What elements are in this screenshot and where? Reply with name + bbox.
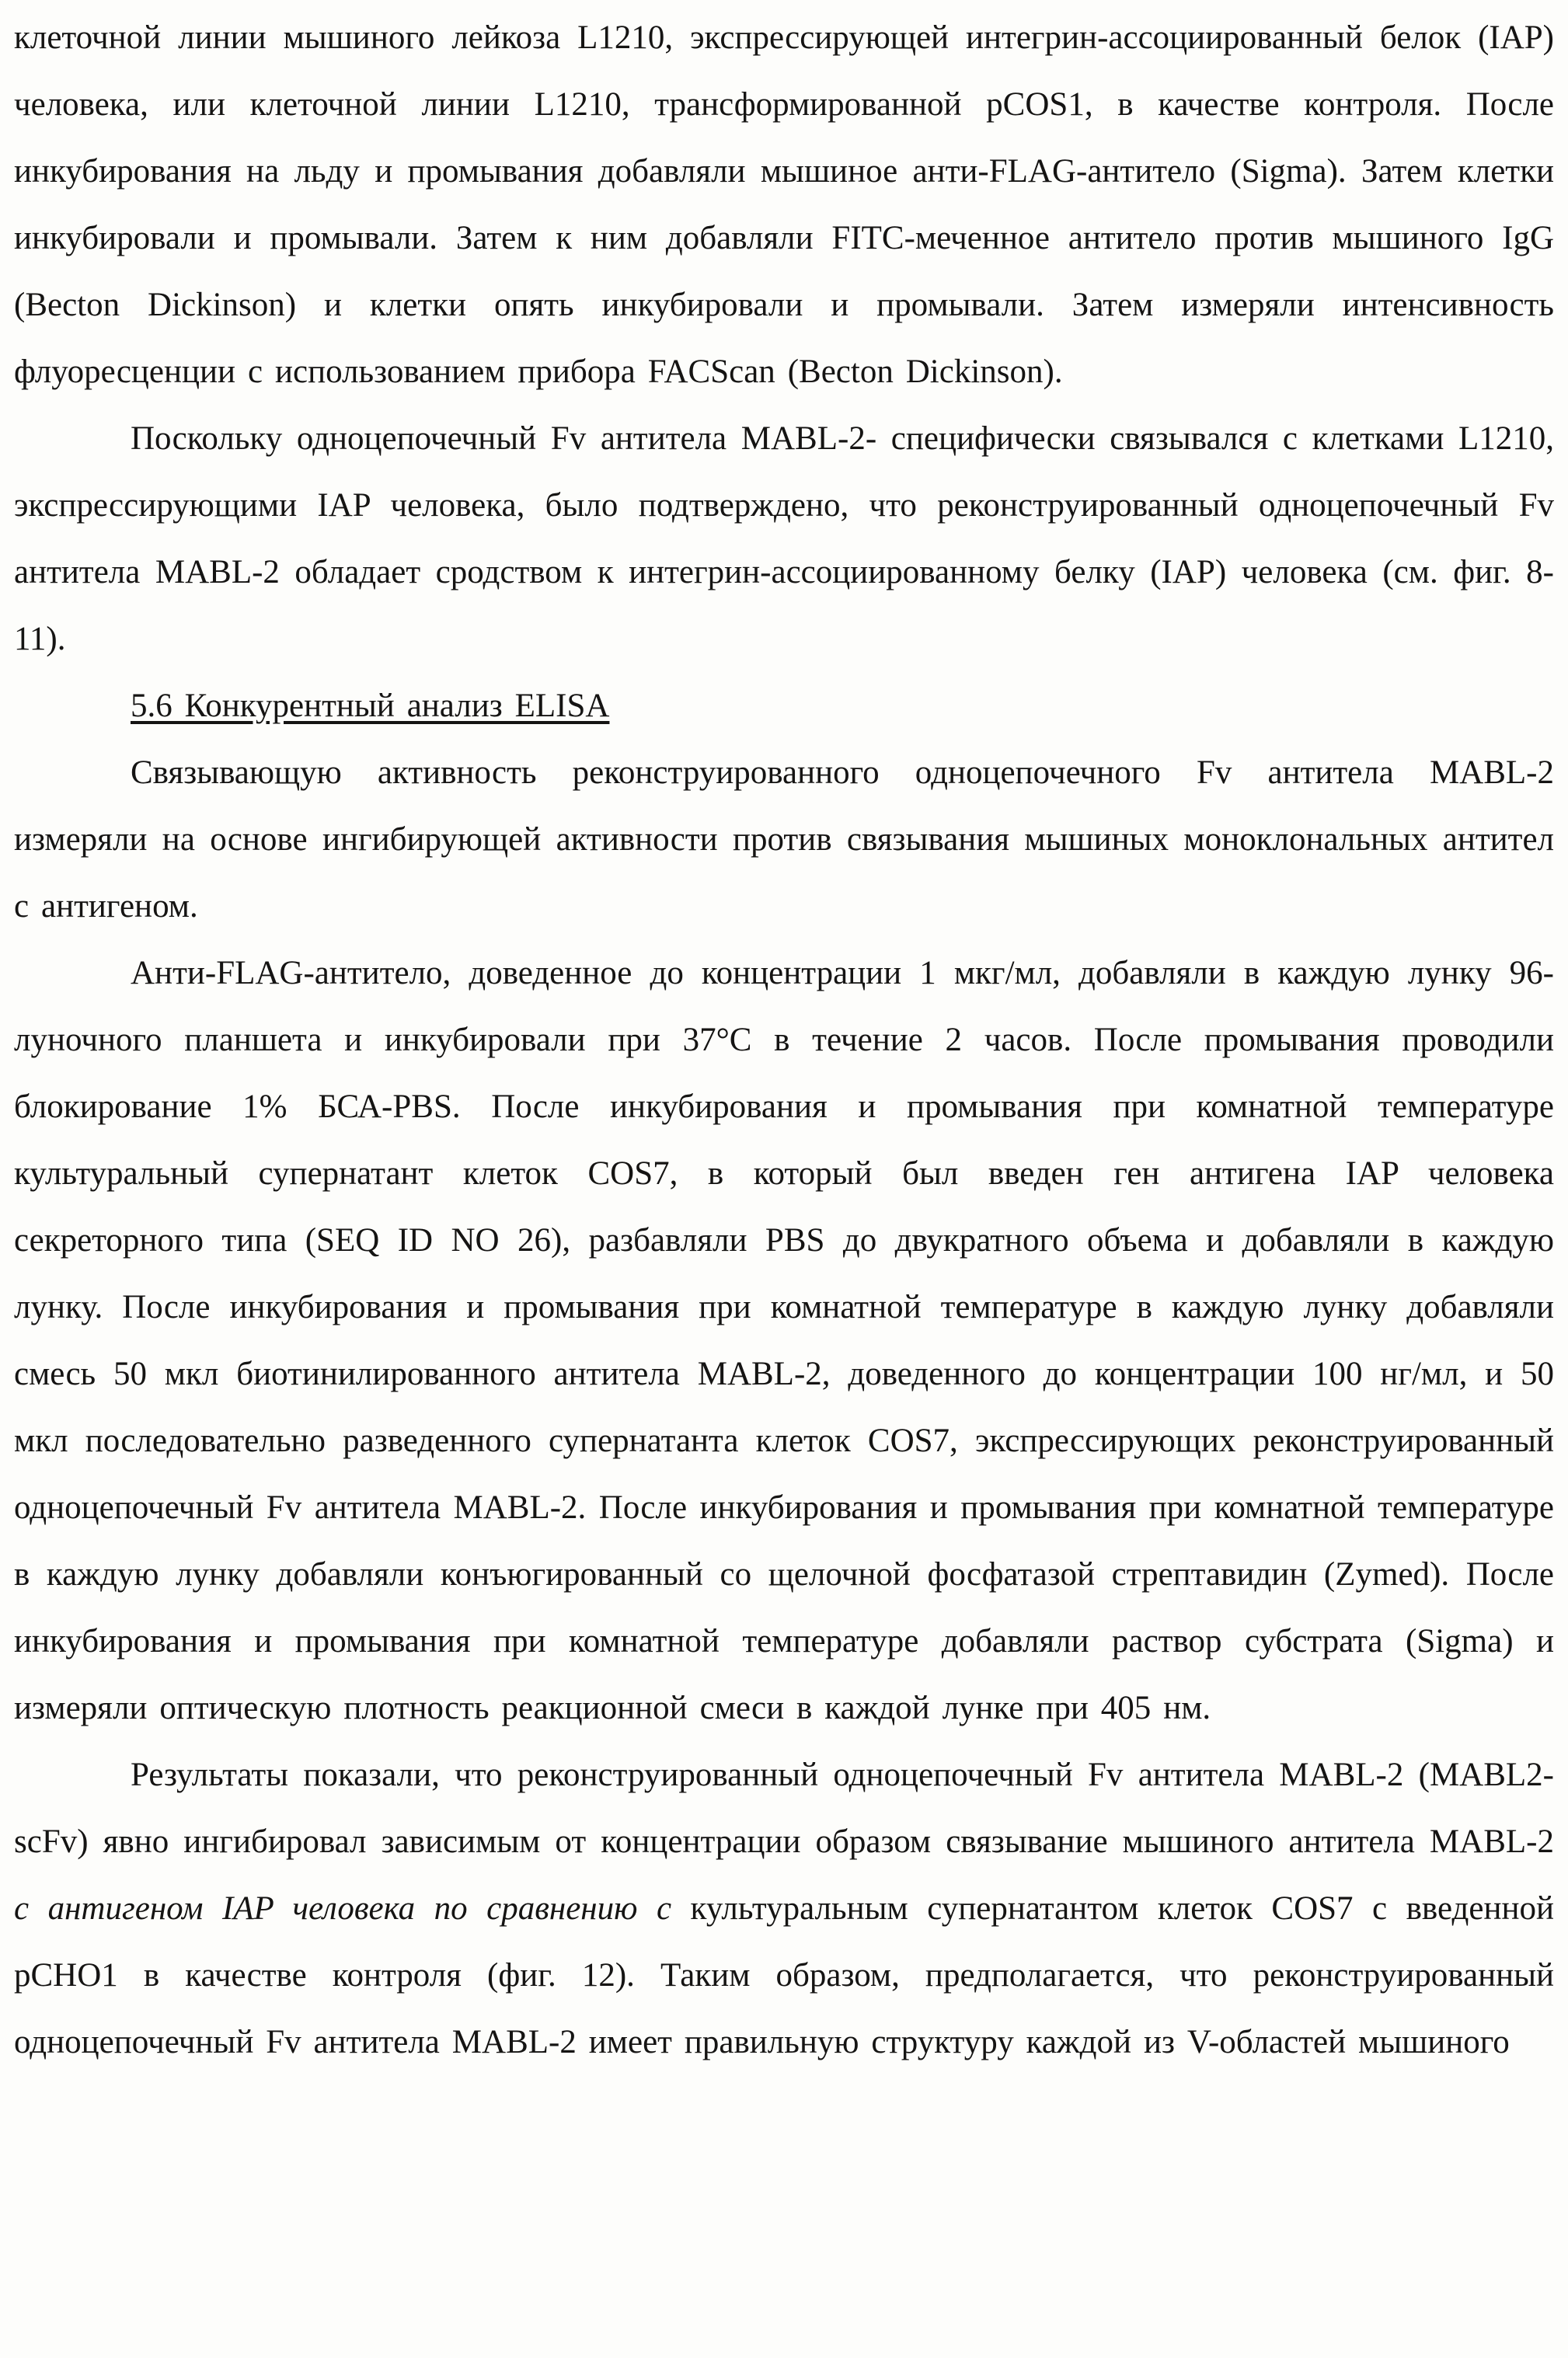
paragraph-elisa-results <box>14 1742 1554 2076</box>
results-text-segment-2: культуральным супернатантом клеток COS7 с введенной pCHO1 в качестве контроля (фиг. 12). Таким образом, предполагается, что реконструированный одноцепочечный Fv антитела MABL-2 имеет правильную структуру каждой из V-областей мышиного <box>14 1890 1554 2060</box>
paragraph-facs-method-continuation: клеточной линии мышиного лейкоза L1210, экспрессирующей интегрин-ассоциированный белок (IAP) человека, или клеточной линии L1210, трансформированной pCOS1, в качестве контроля. После инкубирования на льду и промывания добавляли мышиное анти-FLAG-антитело (Sigma). Затем клетки инкубировали и промывали. Затем к ним добавляли FITC-меченное антитело против мышиного IgG (Becton Dickinson) и клетки опять инкубировали и промывали. Затем измеряли интенсивность флуоресценции с использованием прибора FACScan (Becton Dickinson). <box>14 19 1554 390</box>
paragraph-elisa-protocol: Анти-FLAG-антитело, доведенное до концентрации 1 мкг/мл, добавляли в каждую лунку 96-луночного планшета и инкубировали при 37°C в течение 2 часов. После промывания проводили блокирование 1% БСА-PBS. После инкубирования и промывания при комнатной температуре культуральный супернатант клеток COS7, в который был введен ген антигена IAP человека секреторного типа (SEQ ID NO 26), разбавляли PBS до двукратного объема и добавляли в каждую лунку. После инкубирования и промывания при комнатной температуре в каждую лунку добавляли смесь 50 мкл биотинилированного антитела MABL-2, доведенного до концентрации 100 нг/мл, и 50 мкл последовательно разведенного супернатанта клеток COS7, экспрессирующих реконструированный одноцепочечный Fv антитела MABL-2. После инкубирования и промывания при комнатной температуре в каждую лунку добавляли конъюгированный со щелочной фосфатазой стрептавидин (Zymed). После инкубирования и промывания при комнатной температуре добавляли раствор субстрата (Sigma) и измеряли оптическую плотность реакционной смеси в каждой лунке при 405 нм. <box>14 955 1554 1726</box>
section-heading-text: 5.6 Конкурентный анализ ELISA <box>131 688 610 724</box>
paragraph-fv-binding-conclusion: Поскольку одноцепочечный Fv антитела MABL-2- специфически связывался с клетками L1210, экспрессирующими IAP человека, было подтверждено, что реконструированный одноцепочечный Fv антитела MABL-2 обладает сродством к интегрин-ассоциированному белку (IAP) человека (см. фиг. 8-11). <box>14 420 1554 657</box>
results-text-italic-segment: с антигеном IAP человека по сравнению с <box>14 1890 691 1927</box>
results-text-segment-1: Результаты показали, что реконструированный одноцепочечный Fv антитела MABL-2 (MABL2-scFv) явно ингибировал зависимым от концентрации образом связывание мышиного антитела MABL-2 <box>14 1757 1554 1860</box>
section-heading-5-6 <box>14 673 1554 740</box>
paragraph-elisa-intro: Связывающую активность реконструированного одноцепочечного Fv антитела MABL-2 измеряли на основе ингибирующей активности против связывания мышиных моноклональных антител с антигеном. <box>14 754 1554 925</box>
